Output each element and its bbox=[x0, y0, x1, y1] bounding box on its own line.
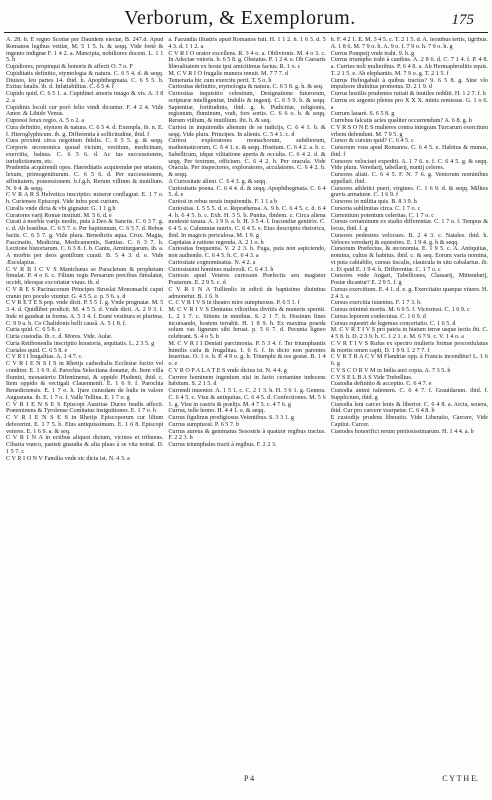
index-entry: Cupressi ferax regio. A. 5 o 2. a bbox=[6, 118, 85, 124]
catchword: C Y T H E. bbox=[442, 774, 478, 783]
index-entry: Curati à morbis varijs modis, puta à Deo & Sanctis. C. 6 3 7. g. c. d. Ab hostibus. C. 6 5 7. e. Per baptismum. C. 6 5 7. d. Rebus factis. C. 6 5 7. g. Vide plura. Benedictis aqua. Crux. Magia, Fascinatio, Medicina, Medicamentis, Sanitas. C. 6 3 7. h. Lectione historiarum. C. 6 3 8. f. b. Cantu, Armiturgarum. ib. a. A morbis per deos gentilium curati. B. 5 4 3. d. e. Vide Æsculapius. bbox=[6, 219, 164, 266]
index-entry: Currus ex argento plenus pro X X X. minis remissus. G. 1 o 6. a bbox=[330, 97, 488, 111]
index-entry: C V R I E N S I S in Rhetijs cathedralis Ecclesiæ fuctio vel conditor. E. 1 6 9. d. Parochia Selectiana donatur, ib. Item villa flumini, monasterio Difentinensi, & oppido Pludenti, ibid. c. Item oppido & vectigali Clauennenſi. E. 1 6 9. f. Parochia Benedictensis. E. 1 7 o. h. Ijure cuiusdam de ludis in valore Augustana. ib. E. 1 7 o. f. Valle Tellina. E. 1 7 o. g bbox=[6, 361, 164, 401]
index-entry: Cursores pedestres velocues. B. 2 4 3. c. Natales. ibid. h. Veloces veredarij & equestres. E. 1 9 4. g. h & seqq. bbox=[330, 232, 488, 246]
index-entry: M. C V R I I Dentati parcimonia. P. 5 3 4. f. Ter triumphantis humilis cæla & frugalitas. I. 6 6. f. In dicto non parentes feueritas. O. 1 o. b. P. 4 9 o. g. h. Triumphi & res gestæ. B. 1 4 o. e bbox=[168, 340, 326, 367]
index-entry: Currus triumpho trahi à canibus. A. 2 8 6. d. C. 7 1 4. f. P. 4 8. a. Curries noli mulieribus. P. 6 4 8. a. Ab Hermaphroditis equis. T. 2 1 5. e. Ab elephantis. M. 7 9 o. g. T. 2 1 5. f bbox=[330, 57, 488, 77]
index-entry: Currus aureus & gemmatus Sesostris à quatuor regibus tractus. F. 2 2 3. h bbox=[168, 428, 326, 442]
index-entry: Cursus exercitium. E. 4 1. d. e. g. Exercitatio quæque viuere. H. 2 4 3. a bbox=[330, 286, 488, 300]
index-entry: Currendi inuentor. A. 1 5 1. c. C. 2 1 3. h. H. 3 6 1. g. Genera. C. 6 4 5. c. Visu & antiquitas. C. 6 4 5. d. Confectiones. M. 5 6 1. g. Visu in castris & prælijs. M. 4 7 5. c. 4 7 6. g bbox=[168, 388, 326, 408]
index-entry: Cursores velociset expediti. A. 1 7 6. e. f. C. 6 4 5. g. & seqq. Vide plura. Veredarij, tabellarij, nuntij celeres. bbox=[330, 158, 488, 172]
index-entry: Currus Pompeij vnde trahi. 9. h. g bbox=[330, 50, 415, 57]
index-entry: Prudentia acquirendi opes. Hæreditatis acquirendæ per œtatem, lexum, primogenitiuram. C. 6 5 6. d. Per successionem, affinitatem, possessionem. b.f.g.h. Rerum villinm & inutilium. N. 9 4. & seqq. bbox=[6, 165, 164, 192]
index-entry: C. C V R I V S in theatro mire sumptuosus. P. 6 5 1. f bbox=[168, 300, 300, 307]
index-entry: Cupidiores, propinqui & honoris & affecti O. 7 o. F bbox=[6, 64, 133, 70]
index-entry: Curia quid. C. 6 5 8. c bbox=[6, 327, 61, 334]
index-entry: C V R E T E S pop. vnde dicti. P. 5 5 1. g. Vnde prognatæ. M. 5 3 4. d. Quidlibet prodicti. M. 4 5 5. d. Vnde dicti. A. 2 9 3. f. Inde et gaudeat in forma. A. 5 3 4. f. Erant vestitura et plurima. C. 9 9 a. h. Co Chalidonis belli causâ. A. 5 1 8. f. bbox=[6, 300, 164, 327]
index-entry: Currum lauarè. S. 6 5 8. g bbox=[330, 111, 395, 118]
index-entry: Temeraria hic cum exercitu perit. T. 5 o. h bbox=[168, 77, 272, 84]
index-entry: C V R O P A L A T E S vnde dictus ist. N. 4 4. g bbox=[168, 367, 287, 374]
signature-mark: P 4 bbox=[244, 774, 255, 783]
index-entry: Currus, telle homo. H. 4 4 1. e. & seqq. bbox=[168, 408, 266, 415]
index-entry: Cursorum vsus apud Romanos. C. 6 4 5. e. Habitus & munus, ibid. f bbox=[330, 145, 488, 158]
index-entry: Cursores aliati. C. 6 4 5. F. N. 7 6. g. Ventorum nominibus appellati. ibid. bbox=[330, 172, 488, 185]
index-entry: Curalis vnde dicta & vbi gignatur. G. 1 1 g.h bbox=[6, 205, 116, 212]
index-entry: Curia custodia. ib. c. d. Mores. Vide. Aulæ. bbox=[6, 334, 113, 340]
index-entry: Curiales quid. C. 6 5 8. e bbox=[6, 347, 68, 354]
index-entry: Curiositas. I. 5 5 5. d. e. Repræhensa. A. 9 b. C. 6 4 5. c. d. 6 4 4. h. 6 4 5. b. c. Exh. H. 3 5. b. Punita, ibidem. c. Circa aliena modestè taxata. A. 1 9 9. a. b. H. 3 5 4. f. Iracundiæ genitrix. C. 6 4 5. e. Calumniæ nutrix. C. 6 4 5. e. Eius descriptio rhetorica, ibid. In magicis periculosa. M. 1 9. g bbox=[168, 205, 326, 239]
index-entry: Curiosi in rebus nouis inquirendis. F. 1 1 a b bbox=[168, 199, 278, 205]
index-entry: Curiositate cognominatus. N. 4 2. a bbox=[168, 259, 256, 266]
index-entry: C V R I O orator excellens. R. 3 4 o. a. Oblivionis. M. 4 o 3. c. In Adectae vnioris. b. 6 5 8. g. Obstatus. P. 1 2 4. e. Ob Caesaris liberalitatem ex hoste ipsi amicitimus factus. R. 1 o. c bbox=[168, 50, 326, 70]
header-rule bbox=[4, 32, 488, 33]
index-entry: Cursus equestri de legemus concertatio. C. 1 6 5. d bbox=[330, 320, 456, 327]
index-entry: A Curiositate alieni. C. 6 4 3. g. & seqq. bbox=[168, 178, 267, 185]
index-entry: M. C V R I O frugalis munera renuit. M. 7 7 7. d bbox=[168, 70, 289, 77]
index-entry: A. 28. h. E regno Scotiæ per Dauidem eiectæ, B. 247.d. Apud Romanos legibus vetitæ, M. 5 1 5. h. & seqq. Vide fortè & ingenio indignæ F. 1 4 2. a. Mancipia, nobiliores docent. L. 1 1 5. h bbox=[6, 37, 164, 64]
running-head: Verborum, & Exemplorum. bbox=[124, 7, 356, 29]
index-entry: Cursus exercitia iuuenius. F. 1 7 3. b. bbox=[330, 300, 422, 307]
index-entry: Cursores vnde Angari, Tabelliones, Classarij, Mittendarij, Postæ dicantur? E. 2 9 5. f. g bbox=[330, 273, 488, 286]
index-entry: Cursus leporem conlecntus. C. 1 6 9. d bbox=[330, 313, 426, 320]
index-entry: Cursus minimè mortis. M. 6 9 5. f. Victoriosi. C. 1 6 9. c bbox=[330, 307, 470, 313]
index-entry: Curiosis apud Veteres curiosum Præfectis seu magister Postarum. E. 2 9 5. c. d bbox=[168, 273, 326, 286]
index-entry: Cupidinis loculi cur porò felio vindi dicuntur. F. 4 2 4. Vide Amor. & Libido Venus. bbox=[6, 104, 164, 118]
index-entry: C V R I E N S E S in Rhetijs Episcoporum cur lilium defecerint. E. 1 7 5. b. Eius antiquissimum. E. 1 6 8. Episcopi veteres. E. 1 6 9. a. & seq. bbox=[6, 415, 164, 435]
index-entry: Custodia animi rationem. C. 6 4 7. f. Grauidarum. ibid. f. Supplicium, ibid. g bbox=[330, 388, 488, 401]
index-entry: Cupiditatis definitio, etymologia & natura. C. 6 5 4. d. & seqq. Diuisio, leu partes 14. ibid. h. Apophthegmata. C. 6 5 5. b. Exitus fatalis. ib. d. Infatiabilitas. C. 6 5 4. f bbox=[6, 70, 164, 91]
index-entry: Cursus certaminum ex stadio differentiæ. C. 1 7 o. f. Tempus & locus, ibid. f. g bbox=[330, 219, 488, 232]
index-column-2 bbox=[168, 37, 325, 777]
index-columns bbox=[6, 37, 488, 777]
index-entry: C V R I O N V Familia vnde sic dicta ist. N. 4 3. a bbox=[6, 455, 130, 462]
index-entry: Curiositatis poena. C. 6 4 4. d. & seqq. Apophthegmata. C. 6 4 5. d. e bbox=[168, 185, 326, 199]
index-entry: Currentium potentum celeritas. C. 1 7 o. c bbox=[330, 212, 435, 219]
index-entry: Cursorum Præfectus, & œconomia. E. 1 9 5. c. A. Antiquitas, nomina, cultus & habitus. ibid. c. & seq. Eorum varia nomina, vt puta cabiablio, cursus tiscalis, clauicula in situ cabalarius. ib. c. Et quid E. 1 9 4. h. Differentiæ. C. 1 7 o. c bbox=[330, 246, 488, 273]
index-entry: C V R S O N E S mulieres contra integram Turcarum exercitum vrbem defendunt. M. 7 9 5. g bbox=[330, 124, 488, 138]
index-entry: Cura proximi circa negotium fidelis. C. 6 5 5. g. & seqq. Corporis œconomica quoad victum, vestitum, medicinam, exercitia, balnea. C. 6 5 6. d. Ac ius successionem, iurisdictionem, etc. bbox=[6, 138, 164, 165]
index-entry: M. C V R T I V S pro patria in hiatum terræ usque iectis ibi. C. 4 5 8. h. D. 2 3 9. h. C. 1 2 1. e. M. 6 7 9. c. V. 1 4 o. a bbox=[330, 327, 488, 340]
index-entry: Currus sumptuosi. P. 6 5 7. b bbox=[168, 421, 240, 428]
index-entry: C V R I N A Tullienlis in edicti de baptisimo diuinitus admonetur. B. 1 6. b bbox=[168, 286, 326, 300]
index-entry: Custodes honorifici rerum pretiosissimarum. H. 1 4 4. a. b bbox=[330, 428, 474, 435]
index-entry: Currus triumphales tracti à regibus. F. 2 2 3. bbox=[168, 442, 277, 448]
index-entry: C V R A R S Helvetica inscriptio. miseræ conflagrat. E. 1 7 o. h. Curienses Episcopi. Vide infra post curium. bbox=[6, 192, 164, 205]
index-entry: C V R I N A in ectibus aliquot dictum, vicinos et tribuens. Cibaria vunco, panisti gnaudia & alia pluas à se vita notrat. D. 1 5 7. c bbox=[6, 435, 164, 455]
index-entry: a. Facundia illustris apud Romanos fuit. H. 1 1 2. h. 1 6 3. d. 5 4 3. d. 1 1 2. a bbox=[168, 37, 326, 50]
index-entry: Curiosissimi homines malevoli. C. 6 4 3. h bbox=[168, 266, 274, 273]
index-entry: Custodia definitio & acceptio. C. 6 4 7. e bbox=[330, 381, 432, 388]
index-entry: h. F. 4 2 1. E. M. 3 4 5. c. T. 2 1 5. d. A. leonibus tertis, tigribus. A. 1 8 6. M. 7 9 o. h. A. 9 o. f. 7 9 o. h. 7 9 o. h. g bbox=[330, 37, 488, 50]
index-entry: Cursor & cursim quid? C. 6 4 5. c bbox=[330, 138, 414, 145]
index-entry: Custodia leni carcer lenis & liberior. C. 6 4 8. a. Arcta, seuera, ibid. Cur pro carcere vsurpetur. C. 6 4 8. b bbox=[330, 401, 488, 415]
index-entry: C V S E L B A S Vide Trebellius. bbox=[330, 374, 413, 381]
index-entry: C V R T R A C V M Flandriæ opp. à Francis incenditur! L. 1 6 6. g bbox=[330, 354, 488, 367]
index-entry: Curatores varij Romæ instituti. M. 5 6. d. e bbox=[6, 212, 112, 219]
index-entry: Currebus falcatis acies qualiter occurrendum? A. 6 8. g. h bbox=[330, 118, 472, 124]
index-entry: Cura definitio, etymon & natura. C. 6 5 4. d. Exempla, ib. n. E. f. Hieroglyphicum. ib. g. Differentia à sollicitudine, ibid. f bbox=[6, 124, 164, 138]
index-entry: C V S C O R V M in India auri copia. A. 7 3 5. h bbox=[330, 367, 451, 374]
index-entry: E custodijs prudens liberatio. Vide Liberatio, Carcere, Vide Captiui. Carcer. bbox=[330, 415, 488, 428]
index-entry: Cursoria sublimitas circa. C. 1 7 o. c bbox=[330, 205, 421, 212]
index-entry: C V R B I C V S Manichæus se Paracletum & prophetam fimulat. P. 4 o 6. c. Filium regis Persarum precibus fimulatur, occidi, ideoque excoriatur viuus. ib. d bbox=[6, 266, 164, 286]
index-entry: Currus hostilis prudentes ruitati & inutiles redditi. H. 1 2 7. f. h bbox=[330, 91, 486, 97]
index-column-1 bbox=[6, 37, 163, 777]
index-entry: C V R I E N S E S Episcopi Austriae Duces feudis affecti. Præeminens & Tyrolense Comitatus insignitiones. E. 1 7 o. h bbox=[6, 401, 164, 415]
index-entry: Curiositas frequentia. V. 2 2 3. h. Fuga, puta non aspiciendo, non audiendo. C. 6 4 5. h. C. 6 4 3. a bbox=[168, 246, 326, 259]
index-entry: C V R T I V S Rufus ex spectro mulieris formæ proconfulatus & mortis omen capit, D. 1 9 9. l. 2 7 7. f bbox=[330, 340, 488, 354]
index-entry: Curiositas inquisitio celestium, Designatione futurorum, scripturæ intelligentiæ, Indolis & ingenij. C. 6 5 9. b. & seqq. Sapientiæ, fortitudinis, ibid. g. h. Pudicitiæ, religionis, regionum, fluminum, vudi, fors sortis. C. 6 6 o. b. & seqq. Rerum vtilium, & inutilium. ibi. h. & seq. bbox=[168, 91, 326, 124]
index-entry: Curiositas definitio, etymologia & natura. C. 6 5 8. g. h. & seq. bbox=[168, 84, 324, 91]
index-entry: Curiosi exploratores monachorum, subditorum, mathematicorum. C. 6 4 1. e. & seqq. Hostium. C. 6 4 2. a. b. c. Sabellicum, idque vilitatione aperta & occulta. C. 6 4 2. d. & seqq. Per textrum, officium. C. 6 4 2. h. Per oracula. Vide Oracula. Per inspectores, exploratores, acculatores. C. 6 4 2. h. & seqq. bbox=[168, 138, 326, 178]
index-entry: C V R I I frugalitas. A. 1 4 7. c bbox=[6, 354, 82, 361]
index-entry: Curia Retibonenlis inscriptio horatoria, æquitatis. L. 2 3 5. g bbox=[6, 340, 155, 347]
index-entry: Cursores athletici pueri, virgines. C. 1 6 9. d. & seqq. Milites gravis armaturæ. C. 1 6 9. f bbox=[330, 185, 488, 199]
index-entry: Currus figulinus prodigiosus Veientibus. S. 3 3 1. g bbox=[168, 415, 294, 421]
index-entry: Cursores in militia quis. B. 8 3 9. h bbox=[330, 199, 417, 205]
index-entry: Cupido quid. C. 6 5 1. a. Cupidinei amoris imago & vis. A. 3 8 2. a bbox=[6, 91, 164, 104]
index-entry: C V R E S Pacinacorum Principes Struslai Monomachi caput cranio pro poculo vtuntur. G. 4 5 5. e. p. 5 6. s. d bbox=[6, 286, 164, 300]
index-entry: Curiosi in inquirendis alienum de se iudicijs, C. 6 4 1. b. & seqq. Vide plura. Principes. In alienis. C. 5 4 1. c. d bbox=[168, 124, 326, 138]
index-entry: Currere hominem ingenium nisi in facto certamine indecens habitum. S. 2 1 5. d bbox=[168, 374, 326, 388]
page-number: 175 bbox=[451, 12, 474, 28]
index-column-3 bbox=[331, 37, 488, 777]
index-entry: Currus Heliogabali à quibus tractus? 9. 6 5 8. g. Sine vlo impulsore diuinitus promotus. D. 2 1 9. d bbox=[330, 77, 488, 91]
index-entry: M. C V R I V S Dentatus vilioribus divitiis & muneris spernit. L. 2 1 7. c. Sitiens in minibus. S. 2 1 7. h. Hostium fines incursando, hostem terrahit. H. 1 8 9. h. Ex maxima praeda solum vas ligneum sibi feruat. p. 5 6 7. d. Pecunia ligneo celebrant. S. 4 o 5. h bbox=[168, 307, 326, 340]
index-entry: Capitatas à ratione regenda. A. 2 1 o. h bbox=[168, 239, 264, 246]
